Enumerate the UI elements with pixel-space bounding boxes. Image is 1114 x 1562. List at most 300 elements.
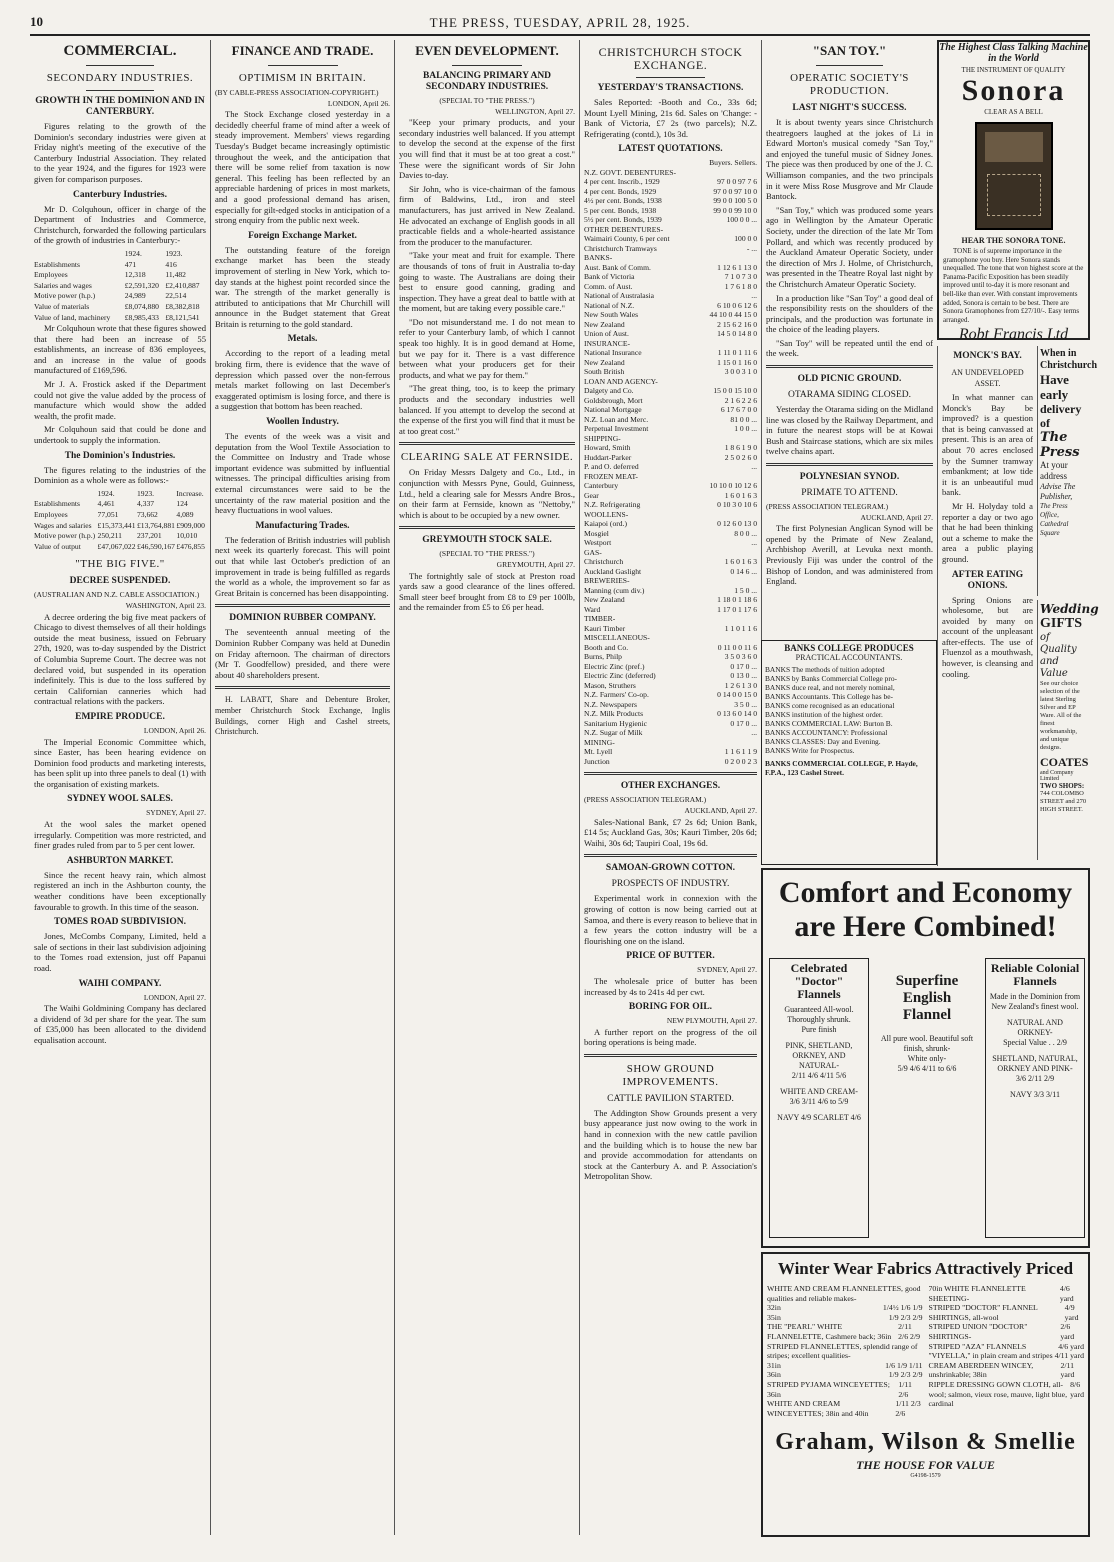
- quote-price: 100 0 0: [734, 234, 757, 244]
- credit: (PRESS ASSOCIATION TELEGRAM.): [584, 795, 707, 805]
- table-row: [34, 313, 206, 324]
- table-cell: 12,318: [124, 270, 146, 280]
- divider: [452, 65, 522, 66]
- subhead: Foreign Exchange Market.: [248, 230, 357, 241]
- quote-security: BANKS-: [584, 253, 613, 263]
- flannel-line: Thoroughly shrunk.: [787, 1015, 851, 1024]
- paragraph: Mr H. Holyday told a reporter a day or two ago that he had been thinking out a scheme to make the area a public playing ground.: [942, 500, 1033, 564]
- quote-price: 1 6 0 1 6 3: [724, 490, 757, 500]
- table-header: 1924.: [124, 248, 142, 258]
- quote-price: 14 5 0 14 8 0: [717, 329, 757, 339]
- table-row: [34, 499, 206, 510]
- paragraph: "San Toy," which was produced some years ago in Wellington by the Amateur Operatic Society, under the direction of the late Mr Tom Pollard, and which was recently produced by the Auckland Amateur Operatic Society, under the direction of Mrs J. Holme, of Christchurch, was presented in the Theatre Royal last night by the Christchurch Amateur Operatic Society.: [766, 204, 933, 289]
- quote-security: Mason, Struthers: [584, 680, 636, 690]
- quote-security: MISCELLANEOUS-: [584, 633, 650, 643]
- price-row: [767, 1284, 923, 1303]
- paragraph: In a production like "San Toy" a good deal of the responsibility rests on the shoulders of the principals, and the production was fortunate in the choice of the leading players.: [766, 292, 933, 335]
- quote-security: Kaiapoi (ord.): [584, 519, 628, 529]
- price-row: [767, 1313, 923, 1323]
- dateline: WELLINGTON, April 27.: [495, 106, 575, 116]
- price-value: 1/6 1/9 1/11: [885, 1360, 923, 1370]
- paragraph: The Stock Exchange closed yesterday in a decidedly cheerful frame of mind after a week of steady improvement. Members' views regarding Tuesday's Budget became increasingly optimistic throughout the week, and the anticipation that there will be some relief from taxation is now general. This feeling has been reflected by an appreciable hardening of prices in most markets, and a good professional demand has arisen, especially for gilt-edged stocks in anticipation of a strong enquiry from the public next week.: [215, 109, 390, 226]
- quote-security: N.Z. Sugar of Milk: [584, 728, 643, 738]
- table-row: [34, 260, 206, 271]
- quote-price: 3 5 0 ...: [734, 699, 757, 709]
- table-cell: 416: [165, 259, 177, 269]
- paragraph: The Waihi Goldmining Company has declared a dividend of 3d per share for the year. The sum of £35,000 has been allocated to the dividend equalisation account.: [34, 1003, 206, 1045]
- subheadline: CATTLE PAVILION STARTED.: [607, 1093, 734, 1104]
- price-value: 1/11 2/3 2/6: [895, 1399, 921, 1418]
- price-row: [929, 1322, 1085, 1341]
- price-value: 4/6 yard: [1058, 1341, 1084, 1351]
- quote-security: N.Z. Newspapers: [584, 699, 637, 709]
- price-row: [929, 1361, 1085, 1380]
- paragraph: Mr Colquhoun said that could be done and undertook to supply the information.: [34, 424, 206, 446]
- table-cell: £46,590,167: [136, 541, 175, 551]
- quote-row: [584, 187, 757, 197]
- table-row: [34, 542, 206, 553]
- price-item: WHITE AND CREAM FLANNELETTES, good qualities and reliable makes-: [767, 1284, 921, 1303]
- dateline: AUCKLAND, April 27.: [684, 805, 757, 815]
- credit: (PRESS ASSOCIATION TELEGRAM.): [766, 502, 889, 512]
- headline: BALANCING PRIMARY AND SECONDARY INDUSTRIES.: [422, 71, 552, 92]
- paragraph: The figures relating to the industries of the Dominion as a whole were as follows:-: [34, 464, 206, 486]
- dominion-table: [34, 489, 206, 553]
- table-cell: Motive power (h.p.): [34, 531, 96, 541]
- price-row: [929, 1351, 1085, 1361]
- table-header: [34, 249, 125, 260]
- quote-row: [584, 614, 757, 624]
- quote-price: 1 8 6 1 9 0: [724, 443, 757, 453]
- quote-security: New Zealand: [584, 595, 625, 605]
- quote-row: [584, 757, 757, 767]
- quote-security: 5½ per cent. Bonds, 1939: [584, 215, 662, 225]
- table-cell: Value of land, machinery: [34, 312, 111, 322]
- quote-row: [584, 519, 757, 529]
- quote-security: Christchurch Tramways: [584, 243, 657, 253]
- coates-ad: [1037, 600, 1099, 860]
- table-cell: Value of materials: [34, 301, 90, 311]
- quote-price: 1 7 6 1 8 0: [724, 281, 757, 291]
- table-row: [34, 531, 206, 542]
- divider: [766, 365, 933, 368]
- divider: [86, 65, 155, 66]
- quote-price: 0 12 6 0 13 0: [717, 519, 757, 529]
- subhead: The Dominion's Industries.: [64, 450, 176, 461]
- paragraph: A further report on the progress of the oil boring operations is being made.: [584, 1026, 757, 1048]
- quote-security: LOAN AND AGENCY-: [584, 376, 658, 386]
- table-header: Increase.: [176, 488, 204, 498]
- banks-line: BANKS institution of the highest order.: [765, 710, 883, 719]
- quote-row: [584, 253, 757, 263]
- paragraph: Mr D. Colquhoun, officer in charge of the Department of Industries and Commerce, Christchurch, forwarded the following particulars of the growth of industries in Canterbury:-: [34, 203, 206, 246]
- table-cell: 11,482: [165, 270, 186, 280]
- quote-price: ...: [751, 291, 757, 301]
- paragraph: The federation of British industries will publish next week its quarterly forecast. This will point out that while last October's prediction of an improvement in trade is being fulfilled as regards the world as a whole, the improvement so far as Great Britain is concerned has been disappointing.: [215, 534, 390, 598]
- section-title: EVEN DEVELOPMENT.: [415, 43, 559, 58]
- price-item: THE "PEARL" WHITE FLANNELETTE, Cashmere back; 36in: [767, 1322, 892, 1341]
- quote-row: [584, 652, 757, 662]
- quote-price: 0 13 6 0 14 0: [717, 709, 757, 719]
- headline: SYDNEY WOOL SALES.: [67, 794, 173, 805]
- subheadline: LAST NIGHT'S SUCCESS.: [792, 103, 907, 113]
- quote-row: [584, 358, 757, 368]
- headline: WAIHI COMPANY.: [78, 978, 162, 989]
- banks-line: BANKS The methods of tuition adopted: [765, 665, 885, 674]
- flannel-price: 3/6 2/11 2/9: [1015, 1074, 1055, 1083]
- price-value: 1/9 2/3 2/9: [888, 1370, 923, 1380]
- price-item: 35in: [767, 1312, 781, 1322]
- price-row: [767, 1370, 923, 1380]
- price-value: 2/6 yard: [1060, 1322, 1075, 1341]
- flannel-line: SHETLAND, NATURAL, ORKNEY AND PINK-: [992, 1054, 1078, 1073]
- quote-security: Kauri Timber: [584, 623, 626, 633]
- column-finance: [210, 40, 394, 1535]
- banks-line: BANKS by Banks Commercial College pro-: [765, 674, 897, 683]
- banks-line: BANKS Accountants. This College has be-: [765, 692, 893, 701]
- superfine-flannel: [875, 970, 979, 1200]
- sonora-clear: CLEAR AS A BELL: [984, 108, 1043, 116]
- quote-row: [584, 282, 757, 292]
- gramophone-image: [975, 122, 1053, 230]
- table-cell: £8,074,880: [124, 301, 159, 311]
- quote-security: Bank of Victoria: [584, 272, 635, 282]
- paragraph: "San Toy" will be repeated until the end of the week.: [766, 337, 933, 359]
- flannel-title: Superfine English Flannel: [895, 973, 959, 1023]
- sonora-ad: [937, 40, 1090, 344]
- table-cell: Value of output: [34, 541, 81, 551]
- headline: ASHBURTON MARKET.: [66, 855, 174, 866]
- coates-logo: COATES: [1040, 755, 1089, 769]
- table-header: [34, 489, 98, 500]
- divider: [584, 772, 757, 775]
- price-value: 4/6 yard: [1059, 1284, 1074, 1303]
- paragraph: Mr Colquhoun wrote that these figures showed that there had been an increase of 55 establishments, an increase of 836 employees, and an increase in the value of goods manufactured of £169,596.: [34, 323, 206, 376]
- table-row: [34, 291, 206, 302]
- paragraph: It is about twenty years since Christchurch theatregoers laughed at the jokes of Li in Edward Morton's musical comedy "San Toy," and enjoyed the tuneful music of Sidney Jones. The piece was then produced by one of the J. C. Williamson companies, and the two principals in it were Miss Rose Musgrove and Mr Claude Bantock.: [766, 117, 933, 202]
- coates-text: See our choice selection of the latest Sterling Silver and EP Ware. All of the finest workmanship, and unique designs.: [1040, 680, 1082, 751]
- paragraph: "The great thing, too, is to keep the primary products and the secondary industries well balanced. If you attempt to develop the second at the expense of the first you will find that it must be at too great cost.": [399, 383, 575, 436]
- quote-security: Dalgety and Co.: [584, 386, 634, 396]
- quote-row: [584, 538, 757, 548]
- divider: [584, 1054, 757, 1057]
- price-item: 32in: [767, 1303, 781, 1313]
- divider: [816, 65, 883, 66]
- price-item: "VIYELLA," in plain cream and stripes: [928, 1351, 1053, 1361]
- subheadline: DECREE SUSPENDED.: [69, 576, 171, 587]
- table-header: 1924.: [97, 488, 115, 498]
- ad-code: G4198-1579: [910, 1473, 941, 1480]
- subhead: Canterbury Industries.: [73, 189, 167, 200]
- quote-price: 0 14 0 0 15 0: [717, 690, 757, 700]
- quote-row: [584, 196, 757, 206]
- paragraph: Sir John, who is vice-chairman of the famous firm of Baldwins, Ltd., iron and steel manufacturers, has just arrived in New Zealand. He advocated an exchange of English goods in all practicable fields and a whole-hearted assistance from the producer to the manufacturer.: [399, 183, 575, 247]
- table-cell: 471: [124, 259, 137, 269]
- quote-security: Goldsbrough, Mort: [584, 395, 643, 405]
- sonora-hear: HEAR THE SONORA TONE.: [961, 236, 1066, 245]
- paragraph: Experimental work in connexion with the growing of cotton is now being carried out at Samoa, and there is every reason to believe that in a few years the cotton industry will be a flourishing one on the island.: [584, 893, 757, 946]
- quote-price: 0 2 0 0 2 3: [724, 756, 757, 766]
- flannel-price: 3/6 3/11 4/6 to 5/9: [789, 1097, 849, 1106]
- price-value: 4/9 yard: [1064, 1303, 1079, 1322]
- quote-security: Ward: [584, 604, 601, 614]
- subhead: LATEST QUOTATIONS.: [618, 144, 723, 155]
- quote-row: [584, 453, 757, 463]
- paragraph: The Imperial Economic Committee which, since Easter, has been hearing evidence on Dominion food products and marketing interests, has been split up into three panels to deal (1) with the organisation of existing markets.: [34, 736, 206, 789]
- quote-security: Mt. Lyell: [584, 747, 613, 757]
- banks-line: BANKS come recognised as an educational: [765, 701, 895, 710]
- quote-row: [584, 225, 757, 235]
- quote-price: 0 11 0 0 11 6: [717, 642, 757, 652]
- quote-row: [584, 700, 757, 710]
- sonora-instrument: THE INSTRUMENT OF QUALITY: [961, 66, 1066, 74]
- paragraph: Mr J. A. Frostick asked if the Department could not give the value added by the process of manufacture which would show the added wealth, the profit made.: [34, 379, 206, 421]
- paragraph: "Take your meat and fruit for example. There are thousands of tons of fruit in Australia to-day going to waste. The Australians are doing their best to ensure good canning, grading and inspection. They have a great deal to battle with at the moment, but are taking every possible care.": [399, 250, 575, 314]
- quote-security: MINING-: [584, 737, 615, 747]
- headline: SHOW GROUND IMPROVEMENTS.: [622, 1062, 719, 1088]
- paragraph: Sales-National Bank, £7 2s 6d; Union Bank, £14 5s; Auckland Gas, 30s; Kauri Timber, 20s 6d; Waihi, 30s 6d; Taupiri Coal, 19s 6d.: [584, 816, 757, 848]
- paragraph: "Do not misunderstand me. I do not mean to refer to your Canterbury lamb, of which I cannot speak too highly. It is in good demand at Home, but we pay for it. There is a vast difference between what your producers get for their products, and what we pay for them.": [399, 316, 575, 380]
- flannel-price: Special Value . . 2/9: [1003, 1038, 1067, 1047]
- quote-security: 4½ per cent. Bonds, 1938: [584, 196, 662, 206]
- flannel-price: NAVY 4/9 SCARLET 4/6: [777, 1113, 861, 1122]
- table-cell: £8,121,541: [165, 312, 200, 322]
- price-row: [767, 1322, 923, 1341]
- coates-line: Wedding: [1040, 602, 1099, 616]
- price-value: 1/4½ 1/6 1/9: [882, 1303, 923, 1313]
- quote-row: [584, 434, 757, 444]
- headline: AFTER EATING ONIONS.: [951, 569, 1024, 591]
- table-cell: 22,514: [165, 291, 187, 301]
- price-row: [767, 1380, 923, 1399]
- quote-security: South British: [584, 367, 625, 377]
- price-row: [767, 1399, 923, 1418]
- broker-notice: H. LABATT, Share and Debenture Broker, member Christchurch Stock Exchange, Inglis Buildings, corner High and Cashel streets, Christchurch.: [215, 695, 390, 737]
- coates-address: 744 COLOMBO STREET and 270 HIGH STREET.: [1040, 790, 1087, 813]
- quote-row: [584, 472, 757, 482]
- divider: [215, 686, 390, 689]
- price-item: STRIPED UNION "DOCTOR" SHIRTINGS-: [928, 1322, 1028, 1341]
- quote-price: ...: [751, 538, 757, 548]
- divider: [766, 463, 933, 466]
- table-header: 1923.: [165, 248, 183, 258]
- quote-security: National Insurance: [584, 348, 642, 358]
- headline: TOMES ROAD SUBDIVISION.: [53, 917, 187, 928]
- table-row: [34, 281, 206, 292]
- quote-security: Westport: [584, 538, 612, 548]
- quote-row: [584, 709, 757, 719]
- quote-row: [584, 491, 757, 501]
- sonora-text: TONE is of supreme importance in the gramophone you buy. Here Sonora stands unequalled. The tone that won highest score at the Panama-Pacific Exposition has been steadily improved until to-day it is more resonant and bell-like than ever. With constant improvements added, Sonora is certain to be best. There are Sonora Gramophones from £27/10/-. Easy terms arranged.: [943, 247, 1084, 324]
- column-development: [394, 40, 579, 1535]
- price-item: STRIPED PYJAMA WINCEYETTES; 36in: [767, 1379, 890, 1399]
- headline: OTHER EXCHANGES.: [620, 781, 721, 792]
- price-row: [929, 1284, 1085, 1303]
- quote-security: Perpetual Investment: [584, 424, 649, 434]
- headline: CLEARING SALE AT FERNSIDE.: [400, 451, 574, 464]
- quote-row: [584, 263, 757, 273]
- headline: EMPIRE PRODUCE.: [75, 711, 165, 722]
- comfort-title: Comfort and Economy: [778, 876, 1073, 909]
- credit: (BY CABLE-PRESS ASSOCIATION-COPYRIGHT.): [215, 88, 379, 97]
- subhead: Manufacturing Trades.: [255, 520, 350, 531]
- table-cell: 4,089: [176, 510, 194, 519]
- quote-row: [584, 738, 757, 748]
- quote-security: Mosgiel: [584, 528, 609, 538]
- table-cell: £15,373,441: [97, 520, 136, 530]
- quote-security: New Zealand: [584, 319, 625, 329]
- flannel-line: Guaranteed All-wool.: [784, 1005, 854, 1014]
- credit: (AUSTRALIAN AND N.Z. CABLE ASSOCIATION.): [34, 590, 200, 600]
- comfort-economy-ad: [761, 868, 1090, 1248]
- quote-row: [584, 234, 757, 244]
- table-cell: Motive power (h.p.): [34, 291, 96, 301]
- quote-price: 0 17 0 ...: [730, 661, 757, 671]
- headline: SAMOAN-GROWN COTTON.: [605, 863, 736, 874]
- price-value: 2/11 yard: [1060, 1360, 1075, 1380]
- quote-security: Electric Zinc (deferred): [584, 671, 656, 681]
- quote-price: 1 5 0 ...: [734, 585, 757, 595]
- quote-security: Junction: [584, 756, 610, 766]
- quote-row: [584, 443, 757, 453]
- credit: (SPECIAL TO "THE PRESS."): [439, 96, 535, 105]
- headline: OLD PICNIC GROUND.: [797, 374, 902, 385]
- headline: YESTERDAY'S TRANSACTIONS.: [597, 83, 744, 93]
- subhead: Woollen Industry.: [266, 417, 339, 428]
- subhead: Metals.: [287, 334, 318, 345]
- quote-security: Waimairi County, 6 per cent: [584, 234, 670, 244]
- quote-price: 7 1 0 7 3 0: [724, 272, 757, 282]
- quote-row: [584, 291, 757, 301]
- paragraph: Spring Onions are wholesome, but are avoided by many on account of the unpleasant after-effects. The use of Fluenzol as a mouthwash, however, is cleansing and cooling.: [942, 594, 1033, 679]
- quote-price: 6 17 6 7 0 0: [720, 405, 757, 415]
- banks-subheading: PRACTICAL ACCOUNTANTS.: [795, 653, 903, 662]
- banks-line: BANKS Write for Prospectus.: [765, 746, 855, 755]
- quote-price: 99 0 0 99 10 0: [713, 205, 757, 215]
- headline: PRICE OF BUTTER.: [626, 951, 715, 962]
- price-row: [767, 1361, 923, 1371]
- paragraph: The seventeenth annual meeting of the Dominion Rubber Company was held at Dunedin on Friday afternoon. The chairman of directors (Mr T. Goodfellow) presided, and there were about 40 shareholders present.: [215, 627, 390, 680]
- banks-line: BANKS ACCOUNTANCY: Professional: [765, 728, 888, 737]
- divider: [215, 604, 390, 607]
- banks-college-ad: [761, 640, 937, 865]
- quote-price: 1 15 0 1 16 0: [717, 357, 757, 367]
- subheadline: PROSPECTS OF INDUSTRY.: [611, 879, 730, 890]
- table-cell: £8,985,433: [124, 312, 159, 322]
- quote-row: [584, 728, 757, 738]
- quote-row: [584, 424, 757, 434]
- winter-left-list: [767, 1284, 923, 1418]
- flannel-line: Made in the Dominion from New Zealand's finest wool.: [989, 992, 1081, 1011]
- paragraph: A decree ordering the big five meat packers of Chicago to divest themselves of all their holdings outside the meat business, issued on February 27th, 1920, was to-day suspended by the District of Columbia Supreme Court. The decree was not declared void, but suspended in its operation indefinitely. This is due to the loss suffered by certain Californian canneries which had contractual relations with the packers.: [34, 611, 206, 707]
- section-title: CHRISTCHURCH STOCK EXCHANGE.: [598, 45, 743, 72]
- price-row: [929, 1342, 1085, 1352]
- quote-header-label: Buyers. Sellers.: [709, 158, 757, 168]
- paragraph: At the wool sales the market opened irregularly. Competition was more restricted, and finer grades ruled from par to 5 per cent lower.: [34, 819, 206, 851]
- quote-price: 44 10 0 44 15 0: [709, 310, 757, 320]
- quote-row: [584, 168, 757, 178]
- paragraph: The wholesale price of butter has been increased by 4s to 241s 4d per cwt.: [584, 975, 757, 997]
- quote-price: 1 1 6 1 1 9: [724, 747, 757, 757]
- quote-price: ...: [751, 728, 757, 738]
- section-title: FINANCE AND TRADE.: [231, 43, 374, 58]
- paragraph: The first Polynesian Anglican Synod will be opened by the Primate of New Zealand, Archbishop Averill, at Levuka next month. Previously Fiji was under the control of the Bishop of London, and was administered from England.: [766, 523, 933, 587]
- winter-wear-ad: [761, 1252, 1090, 1537]
- quote-price: 1 12 6 1 13 0: [717, 262, 757, 272]
- quote-row: [584, 348, 757, 358]
- subheadline: OTARAMA SIDING CLOSED.: [787, 390, 911, 401]
- paragraph: The events of the week was a visit and deputation from the Wool Textile Association to the Committee on Industry and Trade whose important evidence was submitted by influential witnesses. The principal difficulties arising from external circumstances were said to be the uncertainty of the raw material position and the heavy fluctuations in wool values.: [215, 431, 390, 516]
- quote-row: [584, 747, 757, 757]
- table-cell: 10,010: [176, 531, 198, 541]
- quote-row: [584, 557, 757, 567]
- headline: DOMINION RUBBER COMPANY.: [229, 613, 376, 624]
- quote-row: [584, 396, 757, 406]
- quote-security: N.Z. Refrigerating: [584, 500, 641, 510]
- subheadline: PRIMATE TO ATTEND.: [801, 488, 898, 499]
- paragraph: Sales Reported: -Booth and Co., 33s 6d; Mount Lyell Mining, 21s 6d. Sales on 'Change: -Bank of Victoria, £7 2s (two parcels); N.Z. Refrigerating (contd.), 10s 3d.: [584, 97, 757, 139]
- quote-row: [584, 386, 757, 396]
- table-cell: Establishments: [34, 499, 80, 509]
- quote-security: Gear: [584, 490, 599, 500]
- quote-row: [584, 215, 757, 225]
- press-ad-line: Have early: [1040, 372, 1069, 402]
- press-ad-line: Advise The Publisher,: [1040, 482, 1076, 501]
- table-row: [34, 510, 206, 521]
- quote-price: 1 1 0 1 1 6: [724, 623, 757, 633]
- press-ad-line: At your address: [1040, 460, 1068, 481]
- quote-price: 97 0 0 97 10 0: [713, 186, 757, 196]
- paragraph: According to the report of a leading metal broking firm, there is evidence that the wave of depression which passed over the non-ferrous metals market following on last December's exaggerated optimism is losing force, and there is a suggestion that bottom has been reached.: [215, 348, 390, 412]
- quote-row: [584, 339, 757, 349]
- dateline: LONDON, April 26.: [143, 725, 206, 735]
- table-cell: £476,855: [176, 541, 205, 551]
- quote-row: [584, 415, 757, 425]
- page-number: 10: [30, 14, 43, 29]
- price-item: STRIPED "DOCTOR" FLANNEL SHIRTINGS, all-wool: [928, 1303, 1038, 1322]
- coates-line: of Quality: [1040, 632, 1077, 655]
- dateline: LONDON, April 27.: [143, 992, 206, 1002]
- winter-right-list: [929, 1284, 1085, 1418]
- column-moncks-bay: [937, 346, 1037, 866]
- quote-security: N.Z. Loan and Merc.: [584, 414, 649, 424]
- price-value: 4/11 yard: [1054, 1351, 1084, 1361]
- table-cell: Salaries and wages: [34, 280, 92, 290]
- divider: [268, 65, 338, 66]
- quote-price: 1 6 0 1 6 3: [724, 557, 757, 567]
- quote-security: 4 per cent. Bonds, 1929: [584, 186, 657, 196]
- quote-security: P. and O. deferred: [584, 462, 639, 472]
- press-logo: The Press: [1040, 430, 1080, 460]
- house-for-value: THE HOUSE FOR VALUE: [856, 1458, 995, 1473]
- comfort-title: are Here Combined!: [794, 910, 1057, 943]
- table-row: [34, 302, 206, 313]
- price-item: STRIPED FLANNELETTES, splendid range of stripes; excellent qualities-: [767, 1341, 918, 1361]
- press-ad-line: delivery of: [1040, 402, 1082, 430]
- quote-row: [584, 690, 757, 700]
- flannel-price: 2/11 4/6 4/11 5/6: [791, 1071, 847, 1080]
- price-item: 31in: [767, 1360, 781, 1370]
- quote-price: 81 0 0 ...: [730, 414, 757, 424]
- quote-price: - ...: [746, 243, 757, 253]
- quote-row: [584, 367, 757, 377]
- quote-price: 100 0 0 ...: [726, 215, 757, 225]
- paragraph: "Keep your primary products, and your secondary industries well balanced. If you attempt to develop the second at the expense of the first you will find that it must be at too great a cost." These were the significant words of Sir John Davies to-day.: [399, 117, 575, 181]
- section-title: "SAN TOY.": [812, 43, 887, 58]
- quote-price: 1 18 0 1 18 6: [717, 595, 757, 605]
- dateline: WASHINGTON, April 23.: [125, 600, 206, 610]
- quote-security: WOOLLENS-: [584, 509, 629, 519]
